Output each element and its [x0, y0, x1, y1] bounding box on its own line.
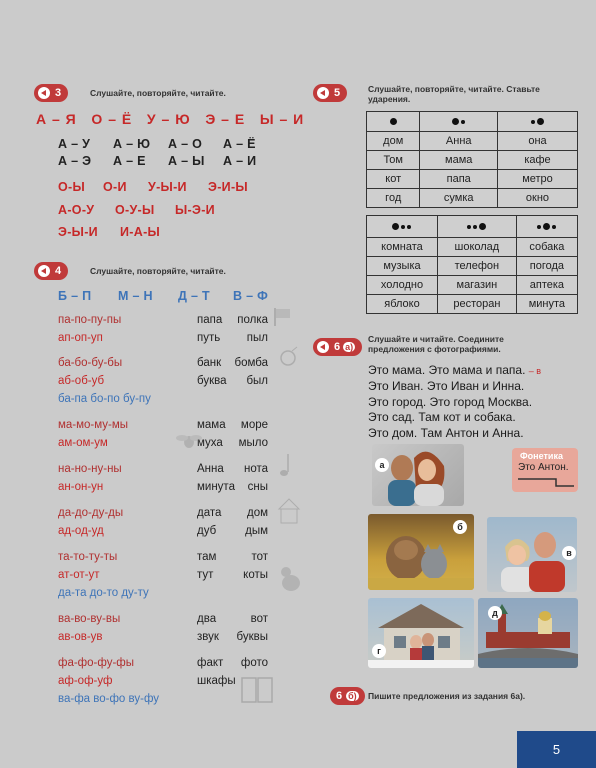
example-word: мама [197, 419, 226, 431]
syllable-row: ва-фа во-фо ву-фу [58, 693, 160, 705]
example-word: тот [251, 551, 268, 563]
example-word: папа [197, 314, 223, 326]
stress-table-2 [366, 215, 578, 314]
vowel-seq-row-1: О-Ы О-И У-Ы-И Э-И-Ы [58, 180, 248, 194]
stress-word: магазин [437, 276, 516, 295]
syllable-row: ад-од-уд [58, 525, 104, 537]
syllable-row: да-до-ду-ды [58, 507, 124, 519]
example-word: банк [197, 357, 222, 369]
example-word: вот [250, 613, 268, 625]
exercise-6a-instruction: Слушайте и читайте. Соедините предложения с фотографиями. [368, 334, 504, 354]
syllable-row: та-то-ту-ты [58, 551, 118, 563]
bomb-icon [278, 345, 300, 367]
syllable-row: ан-он-ун [58, 481, 104, 493]
syllable-row: на-но-ну-ны [58, 463, 122, 475]
syllable-row: ма-мо-му-мы [58, 419, 129, 431]
stress-word: окно [497, 189, 577, 208]
example-word: дым [245, 525, 268, 537]
photo-label-b: б [453, 520, 467, 534]
example-word: полка [237, 314, 268, 326]
syllable-row: ав-ов-ув [58, 631, 103, 643]
vowel-pairs-row: А – Я О – Ё У – Ю Э – Е Ы – И [36, 111, 305, 127]
vowel-grid-row-2: А – Э А – Е А – Ы А – И [58, 154, 257, 168]
syllable-row: ба-бо-бу-бы [58, 357, 123, 369]
stress-table-1 [366, 111, 578, 208]
syllable-row: да-та до-то ду-ту [58, 587, 149, 599]
syllable-row: аф-оф-уф [58, 675, 113, 687]
exercise-4-badge[interactable]: 4 [34, 262, 68, 280]
stress-word: папа [420, 170, 498, 189]
stress-word: мама [420, 151, 498, 170]
syllable-row: па-по-пу-пы [58, 314, 122, 326]
consonant-pairs: Б – П М – Н Д – Т В – Ф [58, 289, 269, 303]
example-word: звук [197, 631, 219, 643]
exercise-3-badge[interactable]: 3 [34, 84, 68, 102]
stress-word: год [367, 189, 420, 208]
syllable-row: ба-па бо-по бу-пу [58, 393, 151, 405]
fonetika-box [512, 448, 578, 492]
stress-word: кот [367, 170, 420, 189]
vowel-grid-row-1: А – У А – Ю А – О А – Ё [58, 137, 256, 151]
speaker-icon [38, 87, 50, 99]
page-number: 5 [517, 731, 596, 768]
speaker-icon [317, 341, 329, 353]
syllable-row: ам-ом-ум [58, 437, 108, 449]
example-word: муха [197, 437, 223, 449]
stress-pattern-2 [420, 112, 498, 132]
stress-word: минута [516, 295, 577, 314]
stress-word: комната [367, 238, 438, 257]
stress-word: телефон [437, 257, 516, 276]
example-word: был [246, 375, 268, 387]
stress-word: метро [497, 170, 577, 189]
vowel-seq-row-2: А-О-У О-У-Ы Ы-Э-И [58, 203, 215, 217]
example-word: дом [246, 507, 268, 519]
music-note-icon [276, 452, 294, 478]
syllable-row: ап-оп-уп [58, 332, 103, 344]
example-word: бомба [234, 357, 268, 369]
sentence-1: Это мама. Это мама и папа. – в [368, 363, 542, 377]
photo-label-v: в [562, 546, 576, 560]
stress-word: аптека [516, 276, 577, 295]
example-word: буквы [236, 631, 268, 643]
example-word: фото [240, 657, 268, 669]
vowel-seq-row-3: Э-Ы-И И-А-Ы [58, 225, 161, 239]
stress-word: дом [367, 132, 420, 151]
exercise-5-instruction: Слушайте, повторяйте, читайте. Ставьте ударения. [368, 84, 540, 104]
example-word: шкафы [197, 675, 236, 687]
exercise-3-instruction: Слушайте, повторяйте, читайте. [90, 88, 226, 98]
example-word: тут [197, 569, 214, 581]
example-word: нота [243, 463, 268, 475]
stress-pattern-4 [367, 216, 438, 238]
stress-word: Том [367, 151, 420, 170]
example-word: мыло [238, 437, 268, 449]
fonetika-title: Фонетика [520, 451, 563, 461]
stress-word: Анна [420, 132, 498, 151]
stress-pattern-3 [497, 112, 577, 132]
example-word: Анна [197, 463, 224, 475]
intonation-line [516, 476, 576, 488]
speaker-icon [38, 265, 50, 277]
syllable-row: ва-во-ву-вы [58, 613, 121, 625]
stress-pattern-6 [516, 216, 577, 238]
sentence-3: Это город. Это город Москва. [368, 395, 533, 409]
stress-word: собака [516, 238, 577, 257]
stress-word: сумка [420, 189, 498, 208]
house-icon [276, 496, 302, 526]
fly-icon [175, 430, 203, 452]
example-word: там [197, 551, 217, 563]
example-word: факт [197, 657, 224, 669]
stress-pattern-1 [367, 112, 420, 132]
exercise-5-badge[interactable]: 5 [313, 84, 347, 102]
sentence-5: Это дом. Там Антон и Анна. [368, 426, 524, 440]
stress-word: яблоко [367, 295, 438, 314]
photo-label-d: д [488, 606, 502, 620]
example-word: путь [197, 332, 221, 344]
example-word: два [197, 613, 217, 625]
fonetika-text: Это Антон. [518, 462, 569, 473]
exercise-4-instruction: Слушайте, повторяйте, читайте. [90, 266, 226, 276]
example-word: коты [243, 569, 268, 581]
stress-word: погода [516, 257, 577, 276]
stress-word: кафе [497, 151, 577, 170]
stress-pattern-5 [437, 216, 516, 238]
stress-word: шоколад [437, 238, 516, 257]
cat-icon [276, 563, 306, 593]
syllable-row: ат-от-ут [58, 569, 100, 581]
syllable-row: фа-фо-фу-фы [58, 657, 135, 669]
photo-a-couple [372, 444, 464, 506]
photo-g-house [368, 598, 474, 668]
exercise-6b-instruction: Пишите предложения из задания 6а). [368, 691, 526, 701]
photo-label-a: а [375, 458, 389, 472]
stress-word: ресторан [437, 295, 516, 314]
example-word: сны [247, 481, 268, 493]
syllable-row: аб-об-уб [58, 375, 105, 387]
example-word: дуб [197, 525, 217, 537]
example-word: дата [197, 507, 222, 519]
sentence-2: Это Иван. Это Иван и Инна. [368, 379, 525, 393]
wardrobe-icon [240, 676, 278, 704]
sentence-4: Это сад. Там кот и собака. [368, 410, 516, 424]
example-word: море [240, 419, 268, 431]
exercise-6a-badge[interactable]: 6 а) [313, 338, 362, 356]
stress-word: музыка [367, 257, 438, 276]
speaker-icon [317, 87, 329, 99]
example-word: буква [197, 375, 227, 387]
stress-word: холодно [367, 276, 438, 295]
example-word: пыл [246, 332, 268, 344]
flag-icon [272, 306, 294, 328]
photo-label-g: г [372, 644, 386, 658]
stress-word: она [497, 132, 577, 151]
example-word: минута [197, 481, 235, 493]
exercise-6b-badge[interactable]: 6 б) [330, 687, 365, 705]
